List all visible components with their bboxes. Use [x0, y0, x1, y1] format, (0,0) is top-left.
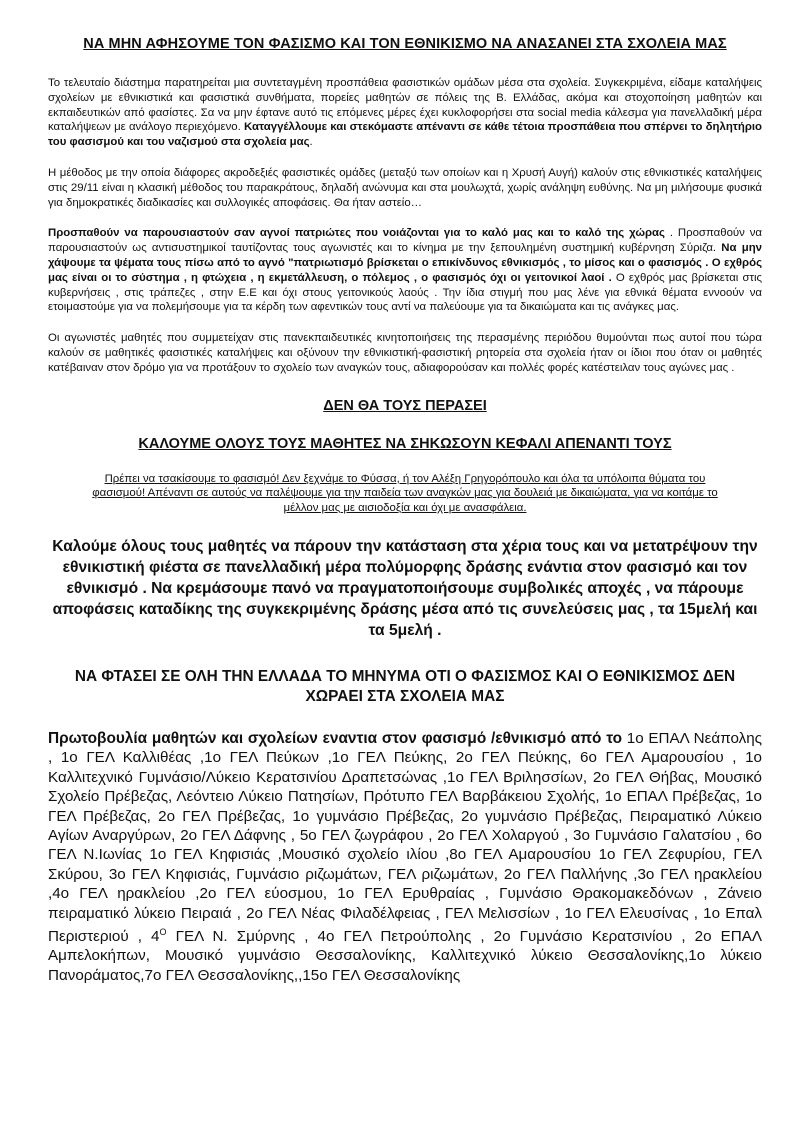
page-title: ΝΑ ΜΗΝ ΑΦΗΣΟΥΜΕ ΤΟΝ ΦΑΣΙΣΜΟ ΚΑΙ ΤΟΝ ΕΘΝΙΚΙΣΜΟ ΝΑ ΑΝΑΣΑΝΕΙ ΣΤΑ ΣΧΟΛΕΙΑ ΜΑΣ — [83, 36, 727, 52]
paragraph-intro-bold: Καταγγέλλουμε και στεκόμαστε απέναντι σε κάθε τέτοια προσπάθεια που σπέρνει το δηλητήριο του φασισμού και του ναζισμού στα σχολεία μας — [48, 121, 762, 149]
signatories — [48, 729, 762, 985]
paragraph-intro — [48, 76, 762, 150]
heading-wont-pass: ΔΕΝ ΘΑ ΤΟΥΣ ΠΕΡΑΣΕΙ — [323, 397, 487, 414]
paragraph-patriots-bold-1: Προσπαθούν να παρουσιαστούν σαν αγνοί πατριώτες που νοιάζονται για το καλό μας και το καλό της χώρας — [48, 227, 665, 240]
signatories-lead: Πρωτοβουλία μαθητών και σχολείων εναντια στον φασισμό /εθνικισμό από το — [48, 729, 623, 747]
underlined-note: Πρέπει να τσακίσουμε το φασισμό! Δεν ξεχνάμε το Φύσσα, ή τον Αλέξη Γρηγορόπουλο και όλα τα υπόλοιπα θύματα του φασισμού! Απέναντι σε αυτούς να παλέψουμε για την παιδεία των αναγκών μας για δουλειά με δικαιώματα, για να κοιτάμε το μέλλον μας με αισιοδοξία και όχι με ανασφάλεια. — [92, 472, 718, 515]
paragraph-patriots-text-2: Ο εχθρός μας βρίσκεται στις κυβερνήσεις , στις τράπεζες , στην Ε.Ε και όχι στους γειτονικούς λαούς . Την ίδια στιγμή που μας λένε για εθνικά θέματα εννοούν να ετοιμαστούμε για να πολεμήσουμε για τα κέρδη των αφεντικών τους αντί να παλεύουμε για τα δικαιώματα και τις ανάγκες μας. — [48, 271, 762, 314]
final-message: ΝΑ ΦΤΑΣΕΙ ΣΕ ΟΛΗ ΤΗΝ ΕΛΛΑΔΑ ΤΟ ΜΗΝΥΜΑ ΟΤΙ Ο ΦΑΣΙΣΜΟΣ ΚΑΙ Ο ΕΘΝΙΚΙΣΜΟΣ ΔΕΝ ΧΩΡΑΕΙ ΣΤΑ ΣΧΟΛΕΙΑ ΜΑΣ — [74, 667, 736, 705]
call-to-action: Καλούμε όλους τους μαθητές να πάρουν την κατάσταση στα χέρια τους και να μετατρέψουν την εθνικιστική φιέστα σε πανελλαδική μέρα πολύμορφης δράσης ενάντια στον φασισμό και τον εθνικισμό . Να κρεμάσουμε πανό να πραγματοποιήσουμε συμβολικές αποχές , να πάρουμε αποφάσεις καταδίκης της συγκεκριμένης δράσης μέσα από τις συνελεύσεις μας , τα 15μελή και τα 5μελή . — [52, 537, 758, 639]
paragraph-intro-text: Το τελευταίο διάστημα παρατηρείται μια συντεταγμένη προσπάθεια φασιστικών ομάδων μέσα στα σχολεία. Συγκεκριμένα, είδαμε καταλήψεις σχολείων με εθνικιστικά και φασιστικά συνθήματα, πορείες μαθητών σε πόλεις της Β. Ελλάδας, ακόμα και στοχοποίηση μαθητών και εκπαιδευτικών από φασίστες. Σα να μην έφτανε αυτό τις επόμενες μέρες έχει κυκλοφορήσει στα social media κάλεσμα για πανελλαδική μέρα καταλήψεων με ανάλογο περιεχόμενο. — [48, 77, 762, 134]
signatories-list-b: ΓΕΛ Ν. Σμύρνης , 4ο ΓΕΛ Πετρούπολης , 2ο Γυμνάσιο Κερατσινίου , 2ο ΕΠΑΛ Αμπελοκήπων, Μουσικό γυμνάσιο Θεσσαλονίκης, Καλλιτεχνικό λύκειο Θεσσαλονίκης,1ο λύκειο Πανοράματος,7ο ΓΕΛ Θεσσαλονίκης,,15ο ΓΕΛ Θεσσαλονίκης — [48, 928, 762, 984]
paragraph-students: Οι αγωνιστές μαθητές που συμμετείχαν στις πανεκπαιδευτικές κινητοποιήσεις της περασμένης περιόδου θυμούνται πως αυτοί που τώρα καλούν σε μαθητικές φασιστικές καταλήψεις και οξύνουν την εθνικιστική-φασιστική ρητορεία στα σχολεία ήταν οι ίδιοι που όταν οι μαθητές κατέβαιναν στον δρόμο για να προτάξουν το σχολείο των αναγκών τους, αδιαφορούσαν και πολλές φορές κατέστειλαν τους αγώνες μας . — [48, 332, 762, 374]
heading-call-students: ΚΑΛΟΥΜΕ ΟΛΟΥΣ ΤΟΥΣ ΜΑΘΗΤΕΣ ΝΑ ΣΗΚΩΣΟΥΝ ΚΕΦΑΛΙ ΑΠΕΝΑΝΤΙ ΤΟΥΣ — [138, 435, 672, 452]
paragraph-intro-end: . — [309, 136, 313, 149]
signatories-list-a: 1ο ΕΠΑΛ Νεάπολης , 1ο ΓΕΛ Καλλιθέας ,1ο ΓΕΛ Πεύκων ,1ο ΓΕΛ Πεύκης, 2ο ΓΕΛ Πεύκης, 6ο ΓΕΛ Αμαρουσίου , 1ο Καλλιτεχνικό Γυμνάσιο/Λύκειο Κερατσινίου Δραπετσώνας ,1ο ΓΕΛ Βριλησσίων, 2ο ΓΕΛ Θήβας, Μουσικό Σχολείο Πρέβεζας, Λεόντειο Λύκειο Πατησίων, Πρότυπο ΓΕΛ Βαρβάκειου Σχολής, 1ο ΕΠΑΛ Πρέβεζας, 1ο ΓΕΛ Πρέβεζας, 2ο ΓΕΛ Πρέβεζας, 1ο γυμνάσιο Πρέβεζας, 2ο γυμνάσιο Πρέβεζας, Πειραματικό Λύκειο Αγίων Αναργύρων, 2ο ΓΕΛ Δάφνης , 5ο ΓΕΛ ζωγράφου , 2ο ΓΕΛ Χολαργού , 3ο Γυμνάσιο Γαλατσίου , 6ο ΓΕΛ Ν.Ιωνίας 1ο ΓΕΛ Κηφισιάς ,Μουσικό σχολείο ιλίου ,8ο ΓΕΛ Αμαρουσίου 1ο ΓΕΛ Ζεφυρίου, ΓΕΛ Σκύρου, 3ο ΓΕΛ Κηφισιάς, Γυμνάσιο ριζωμάτων, ΓΕΛ ριζωμάτων, 2ο ΓΕΛ Παλλήνης ,3ο ΓΕΛ ηρακλείου ,4ο ΓΕΛ ηρακλείου ,2ο ΓΕΛ εύοσμου, 1ο ΓΕΛ Ερυθραίας , Γυμνάσιο Θρακομακεδόνων , Ζάνειο πειραματικό λύκειο Πειραιά , 2ο ΓΕΛ Νέας Φιλαδέλφειας , ΓΕΛ Μελισσίων , 1ο ΓΕΛ Ελευσίνας , 1ο Επαλ Περιστεριού , 4 — [48, 729, 762, 946]
paragraph-method: Η μέθοδος με την οποία διάφορες ακροδεξιές φασιστικές ομάδες (μεταξύ των οποίων και η Χρυσή Αυγή) καλούν στις εθνικιστικές καταλήψεις στις 29/11 είναι η κλασική μέθοδος του παρακράτους, δηλαδή ανώνυμα και στα μουλωχτά, χωρίς ανάληψη ευθύνης. Να μη μιλήσουμε φυσικά για δημοκρατικές διαδικασίες και συλλογικές αποφάσεις. Θα ήταν αστείο… — [48, 166, 762, 209]
paragraph-patriots-bold-2: Να μην χάψουμε τα ψέματα τους πίσω από το αγνό "πατριωτισμό βρίσκεται ο επικίνδυνος εθνικισμός , το μίσος και ο φασισμός . Ο εχθρός μας είναι οι το σύστημα , η φτώχεια , η εκμετάλλευση, ο πόλεμος , ο φασισμός όχι οι γειτονικοί λαοί . — [48, 242, 762, 284]
paragraph-patriots-text-1: . Προσπαθούν να παρουσιαστούν ως αντισυστημικοί ταυτίζοντας τους αγωνιστές και το κίνημα με την ξεπουλημένη συστημική κυβέρνηση Σύριζα. — [48, 227, 762, 255]
paragraph-patriots — [48, 226, 762, 315]
signatories-superscript: Ο — [159, 927, 167, 937]
